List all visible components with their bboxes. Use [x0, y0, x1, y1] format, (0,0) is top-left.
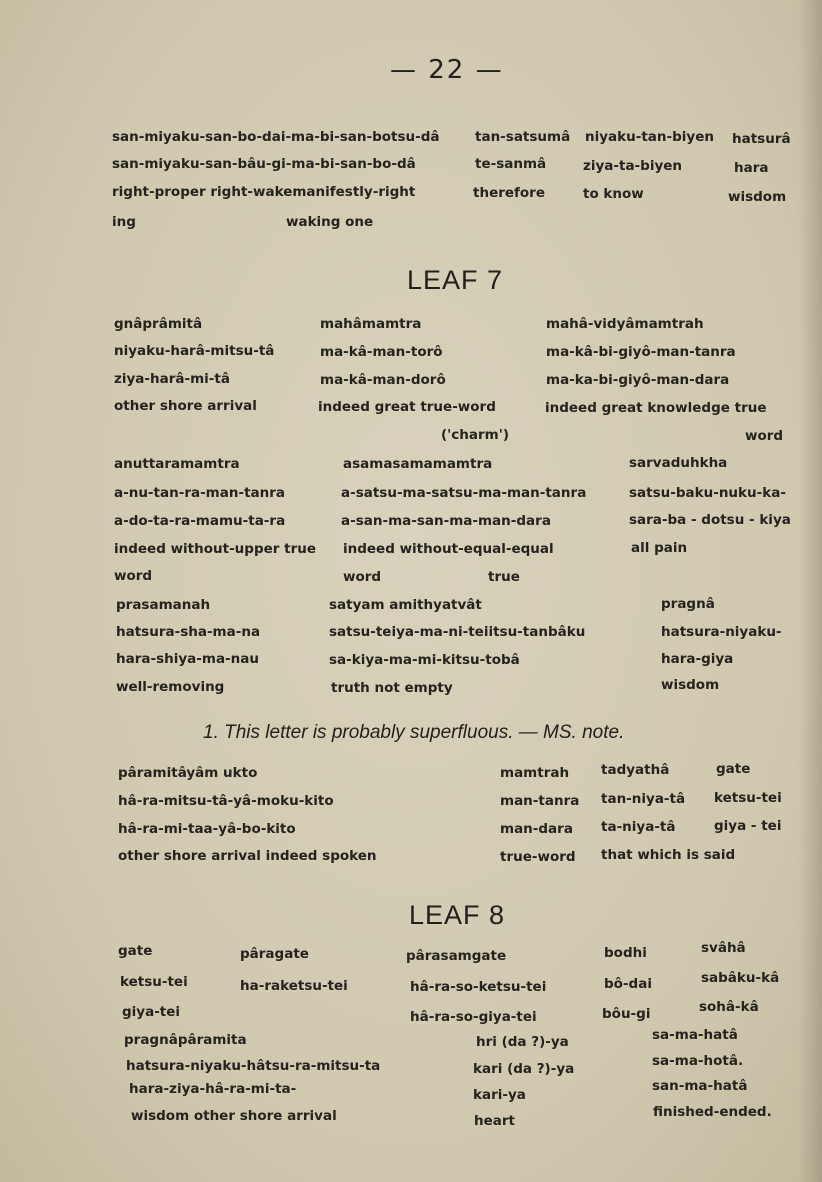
text-cell: therefore — [473, 185, 545, 201]
text-cell: indeed without-upper true — [114, 541, 317, 557]
text-cell: hara-shiya-ma-nau — [116, 651, 259, 667]
text-cell: pâramitâyâm ukto — [118, 765, 258, 781]
text-cell: gate — [118, 943, 153, 959]
text-cell: wisdom — [728, 189, 787, 205]
text-cell: that which is said — [601, 847, 736, 863]
text-cell: bôu-gi — [602, 1006, 651, 1022]
text-cell: sa-ma-hotâ. — [652, 1053, 744, 1069]
text-cell: ing — [112, 214, 136, 230]
text-cell: san-miyaku-san-bâu-gi-ma-bi-san-bo-dâ — [112, 156, 416, 172]
text-cell: ma-kâ-man-dorô — [320, 372, 446, 388]
text-cell: hatsurâ — [732, 131, 791, 147]
text-cell: sohâ-kâ — [699, 999, 759, 1015]
text-cell: ketsu-tei — [120, 974, 188, 990]
text-cell: pragnâ — [661, 596, 715, 612]
text-cell: a-san-ma-san-ma-man-dara — [341, 513, 551, 529]
text-cell: heart — [474, 1113, 515, 1129]
text-cell: other shore arrival indeed spoken — [118, 848, 377, 864]
text-cell: to know — [583, 186, 644, 202]
page-number: — 22 — — [390, 55, 504, 85]
text-cell: mahâ-vidyâmamtrah — [546, 316, 704, 332]
text-cell: hâ-ra-mi-taa-yâ-bo-kito — [118, 821, 296, 837]
text-cell: word — [745, 428, 784, 444]
text-cell: indeed without-equal-equal — [343, 541, 554, 557]
text-cell: hara — [734, 160, 769, 176]
text-cell: true-word — [500, 849, 576, 865]
text-cell: other shore arrival — [114, 398, 257, 414]
text-cell: satyam amithyatvât — [329, 597, 482, 613]
text-cell: waking one — [286, 214, 374, 230]
text-cell: sa-kiya-ma-mi-kitsu-tobâ — [329, 652, 520, 668]
text-cell: well-removing — [116, 679, 225, 695]
text-cell: man-tanra — [500, 793, 580, 809]
text-cell: giya - tei — [714, 818, 782, 834]
text-cell: pârasamgate — [406, 948, 507, 964]
text-cell: all pain — [631, 540, 688, 556]
text-cell: ziya-harâ-mi-tâ — [114, 371, 230, 387]
text-cell: bô-dai — [604, 976, 652, 992]
text-cell: asamasamamamtra — [343, 456, 493, 472]
text-cell: sara-ba - dotsu - kiya — [629, 512, 791, 528]
text-cell: truth not empty — [331, 680, 453, 696]
text-cell: wisdom other shore arrival — [131, 1108, 337, 1124]
text-cell: giya-tei — [122, 1004, 181, 1020]
text-cell: indeed great true-word — [318, 399, 496, 415]
text-cell: prasamanah — [116, 597, 211, 613]
text-cell: tan-niya-tâ — [601, 791, 686, 807]
text-cell: hri (da ?)-ya — [476, 1034, 569, 1050]
text-cell: mamtrah — [500, 765, 570, 781]
text-cell: word — [343, 569, 382, 585]
text-cell: tan-satsumâ — [475, 129, 571, 145]
text-cell: hatsura-niyaku-hâtsu-ra-mitsu-ta — [126, 1058, 381, 1074]
text-cell: niyaku-harâ-mitsu-tâ — [114, 343, 275, 359]
text-cell: san-ma-hatâ — [652, 1078, 748, 1094]
text-cell: ma-kâ-man-torô — [320, 344, 443, 360]
text-cell: hatsura-niyaku- — [661, 624, 782, 640]
text-cell: ziya-ta-biyen — [583, 158, 683, 174]
text-cell: true — [488, 569, 520, 585]
leaf-7-heading: LEAF 7 — [407, 265, 504, 295]
text-cell: ha-raketsu-tei — [240, 978, 348, 994]
text-cell: gate — [716, 761, 751, 777]
text-cell: satsu-teiya-ma-ni-teiitsu-tanbâku — [329, 624, 586, 640]
text-cell: sarvaduhkha — [629, 455, 728, 471]
text-cell: a-nu-tan-ra-man-tanra — [114, 485, 286, 501]
text-cell: ketsu-tei — [714, 790, 782, 806]
text-cell: ('charm') — [441, 427, 510, 443]
text-cell: ta-niya-tâ — [601, 819, 676, 835]
text-cell: ma-ka-bi-giyô-man-dara — [546, 372, 730, 388]
text-cell: a-do-ta-ra-mamu-ta-ra — [114, 513, 286, 529]
text-cell: wisdom — [661, 677, 720, 693]
text-cell: mahâmamtra — [320, 316, 422, 332]
text-cell: ma-kâ-bi-giyô-man-tanra — [546, 344, 736, 360]
text-cell: sabâku-kâ — [701, 970, 780, 986]
text-cell: hara-ziya-hâ-ra-mi-ta- — [129, 1081, 297, 1097]
text-cell: kari (da ?)-ya — [473, 1061, 575, 1077]
page-edge-shadow — [798, 0, 822, 1182]
text-cell: right-proper right-wakemanifestly-right — [112, 184, 416, 200]
text-cell: a-satsu-ma-satsu-ma-man-tanra — [341, 485, 587, 501]
text-cell: svâhâ — [701, 940, 746, 956]
text-cell: pâragate — [240, 946, 309, 962]
text-cell: bodhi — [604, 945, 647, 961]
text-cell: hâ-ra-so-ketsu-tei — [410, 979, 547, 995]
text-cell: pragnâpâramita — [124, 1032, 247, 1048]
leaf-8-heading: LEAF 8 — [409, 900, 506, 930]
text-cell: satsu-baku-nuku-ka- — [629, 485, 786, 501]
text-cell: sa-ma-hatâ — [652, 1027, 738, 1043]
text-cell: hâ-ra-mitsu-tâ-yâ-moku-kito — [118, 793, 334, 809]
text-cell: gnâprâmitâ — [114, 316, 203, 332]
text-cell: indeed great knowledge true — [545, 400, 767, 416]
text-cell: hâ-ra-so-giya-tei — [410, 1009, 537, 1025]
text-cell: hara-giya — [661, 651, 734, 667]
text-cell: word — [114, 568, 153, 584]
text-cell: finished-ended. — [653, 1104, 772, 1120]
text-cell: te-sanmâ — [475, 156, 547, 172]
footnote: 1. This letter is probably superfluous. — MS. note. — [203, 722, 625, 743]
text-cell: tadyathâ — [601, 762, 670, 778]
text-cell: hatsura-sha-ma-na — [116, 624, 261, 640]
text-cell: man-dara — [500, 821, 573, 837]
text-cell: anuttaramamtra — [114, 456, 240, 472]
text-cell: niyaku-tan-biyen — [585, 129, 714, 145]
text-cell: san-miyaku-san-bo-dai-ma-bi-san-botsu-dâ — [112, 129, 440, 145]
text-cell: kari-ya — [473, 1087, 526, 1103]
